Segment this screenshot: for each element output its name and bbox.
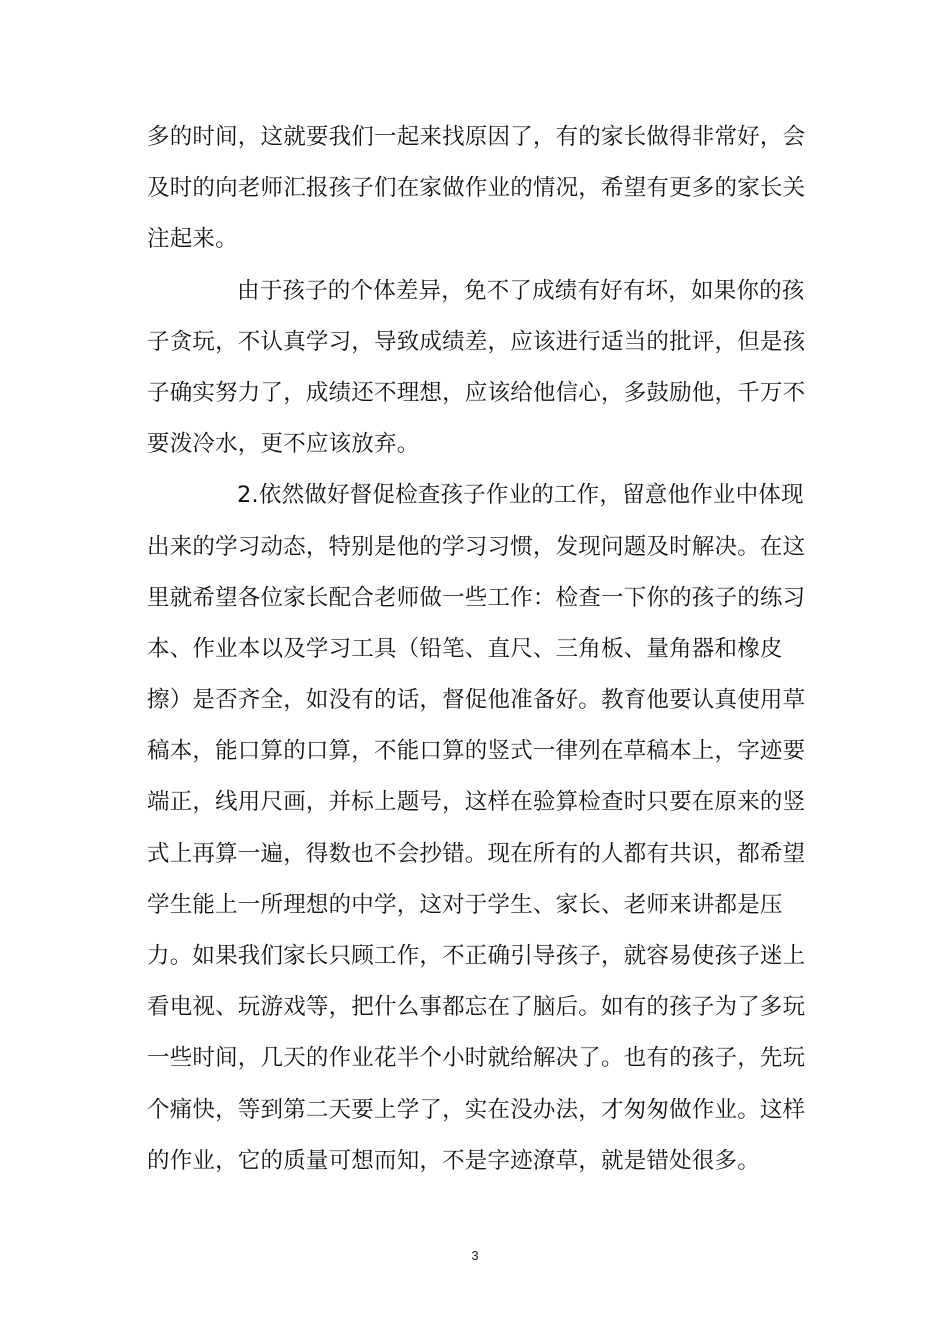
text-line: 及时的向老师汇报孩子们在家做作业的情况，希望有更多的家长关: [147, 175, 806, 202]
text-line: 本、作业本以及学习工具（铅笔、直尺、三角板、量角器和橡皮: [147, 635, 783, 662]
page-number: 3: [471, 1248, 479, 1263]
text-line: 式上再算一遍，得数也不会抄错。现在所有的人都有共识，都希望: [147, 840, 806, 867]
text-line: 出来的学习动态，特别是他的学习习惯，发现问题及时解决。在这: [147, 533, 806, 560]
text-line: 子确实努力了，成绩还不理想，应该给他信心，多鼓励他，千万不: [147, 379, 806, 406]
paragraph-start-line: 2.依然做好督促检查孩子作业的工作，留意他作业中体现: [237, 482, 804, 509]
text-line: 端正，线用尺画，并标上题号，这样在验算检查时只要在原来的竖: [147, 789, 806, 816]
text-line: 里就希望各位家长配合老师做一些工作：检查一下你的孩子的练习: [147, 584, 806, 611]
paragraph-start-line: 由于孩子的个体差异，免不了成绩有好有坏，如果你的孩: [237, 277, 805, 304]
text-line: 稿本，能口算的口算，不能口算的竖式一律列在草稿本上，字迹要: [147, 738, 806, 765]
body-text: [147, 112, 807, 1187]
text-line: 学生能上一所理想的中学，这对于学生、家长、老师来讲都是压: [147, 891, 783, 918]
text-line: 看电视、玩游戏等，把什么事都忘在了脑后。如有的孩子为了多玩: [147, 994, 806, 1021]
text-line: 注起来。: [147, 226, 238, 253]
text-line: 一些时间，几天的作业花半个小时就给解决了。也有的孩子，先玩: [147, 1045, 806, 1072]
text-line: 力。如果我们家长只顾工作，不正确引导孩子，就容易使孩子迷上: [147, 943, 806, 969]
text-line: 擦）是否齐全，如没有的话，督促他准备好。教育他要认真使用草: [147, 687, 806, 714]
text-line: 个痛快，等到第二天要上学了，实在没办法，才匆匆做作业。这样: [147, 1096, 806, 1123]
text-line: 多的时间，这就要我们一起来找原因了，有的家长做得非常好，会: [147, 124, 806, 150]
text-line: 要泼冷水，更不应该放弃。: [147, 431, 420, 458]
text-line: 子贪玩，不认真学习，导致成绩差，应该进行适当的批评，但是孩: [147, 328, 806, 355]
text-line: 的作业，它的质量可想而知，不是字迹潦草，就是错处很多。: [147, 1147, 760, 1174]
